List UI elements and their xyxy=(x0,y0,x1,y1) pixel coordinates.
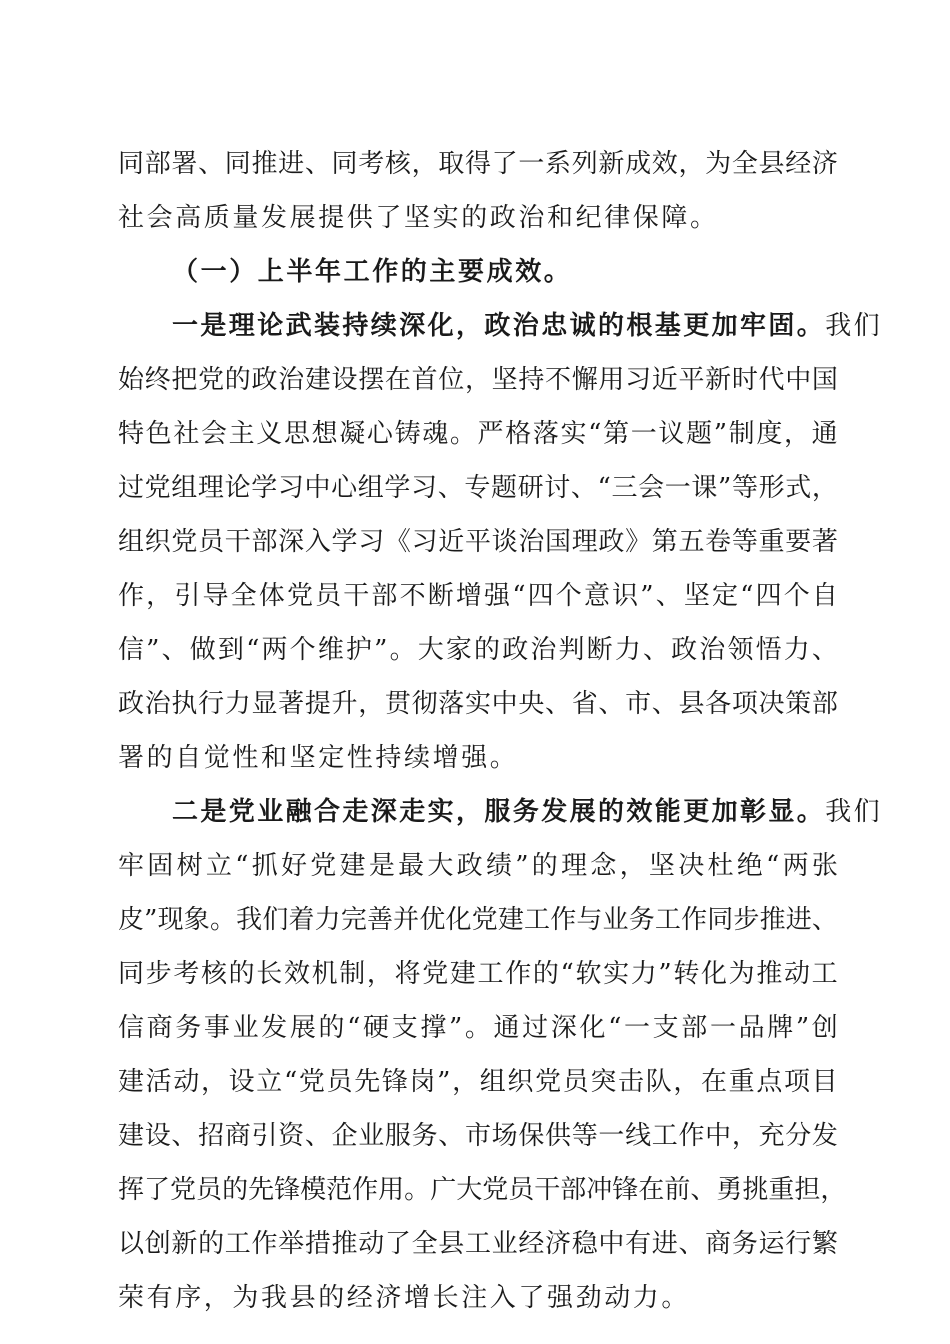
text-line: 署的自觉性和坚定性持续增强。 xyxy=(118,743,519,773)
point-lead-tail: 我们 xyxy=(825,311,883,341)
text-line: 政 治 执 行 力 显 著 提 升 ， 贯 彻 落 实 中 央 、 省 、 市 、 县 各 项 决 策 部 xyxy=(118,689,838,719)
text-line: 挥 了 党 员 的 先 锋 模 范 作 用 。 广 大 党 员 干 部 冲 锋 在 前 、 勇 挑 重 担 ， xyxy=(118,1175,847,1205)
point-first-line xyxy=(118,299,883,353)
section-heading: （一）上半年工作的主要成效。 xyxy=(172,257,573,287)
text-line: 过 党 组 理 论 学 习 中 心 组 学 习 、 专 题 研 讨 、 “ 三 会 一 课 ” 等 形 式 ， xyxy=(118,473,838,503)
text-line: 信 商 务 事 业 发 展 的 “ 硬 支 撑 ” 。 通 过 深 化 “ 一 支 部 一 品 牌 ” 创 xyxy=(118,1013,838,1043)
point-lead: 一是理论武装持续深化，政治忠诚的根基更加牢固。 xyxy=(172,311,826,341)
text-line: 作 ， 引 导 全 体 党 员 干 部 不 断 增 强 “ 四 个 意 识 ” 、 坚 定 “ 四 个 自 xyxy=(118,581,838,611)
text-line: 皮 ” 现 象 。 我 们 着 力 完 善 并 优 化 党 建 工 作 与 业 务 工 作 同 步 推 进 、 xyxy=(118,905,838,935)
document-body xyxy=(118,137,883,1325)
text-line: 社会高质量发展提供了坚实的政治和纪律保障。 xyxy=(118,203,719,233)
text-line: 建 设 、 招 商 引 资 、 企 业 服 务 、 市 场 保 供 等 一 线 工 作 中 ， 充 分 发 xyxy=(118,1121,838,1151)
point-lead: 二是党业融合走深走实，服务发展的效能更加彰显。 xyxy=(172,797,826,827)
text-line: 建 活 动 ， 设 立 “ 党 员 先 锋 岗 ” ， 组 织 党 员 突 击 队 ， 在 重 点 项 目 xyxy=(118,1067,838,1097)
text-line: 始 终 把 党 的 政 治 建 设 摆 在 首 位 ， 坚 持 不 懈 用 习 近 平 新 时 代 中 国 xyxy=(118,365,838,395)
text-line: 同 步 考 核 的 长 效 机 制 ， 将 党 建 工 作 的 “ 软 实 力 ” 转 化 为 推 动 工 xyxy=(118,959,838,989)
point-lead-tail: 我们 xyxy=(825,797,883,827)
text-line: 牢 固 树 立 “ 抓 好 党 建 是 最 大 政 绩 ” 的 理 念 ， 坚 决 杜 绝 “ 两 张 xyxy=(118,851,838,881)
text-line: 荣有序，为我县的经济增长注入了强劲动力。 xyxy=(118,1283,691,1313)
text-line: 以 创 新 的 工 作 举 措 推 动 了 全 县 工 业 经 济 稳 中 有 进 、 商 务 运 行 繁 xyxy=(118,1229,838,1259)
text-line: 信 ” 、 做 到 “ 两 个 维 护 ” 。 大 家 的 政 治 判 断 力 、 政 治 领 悟 力 、 xyxy=(118,635,838,665)
text-line: 同 部 署 、 同 推 进 、 同 考 核 ， 取 得 了 一 系 列 新 成 效 ， 为 全 县 经 济 xyxy=(118,149,838,179)
point-first-line xyxy=(118,785,883,839)
text-line: 组 织 党 员 干 部 深 入 学 习 《 习 近 平 谈 治 国 理 政 》 第 五 卷 等 重 要 著 xyxy=(118,527,838,557)
text-line: 特 色 社 会 主 义 思 想 凝 心 铸 魂 。 严 格 落 实 “ 第 一 议 题 ” 制 度 ， 通 xyxy=(118,419,838,449)
